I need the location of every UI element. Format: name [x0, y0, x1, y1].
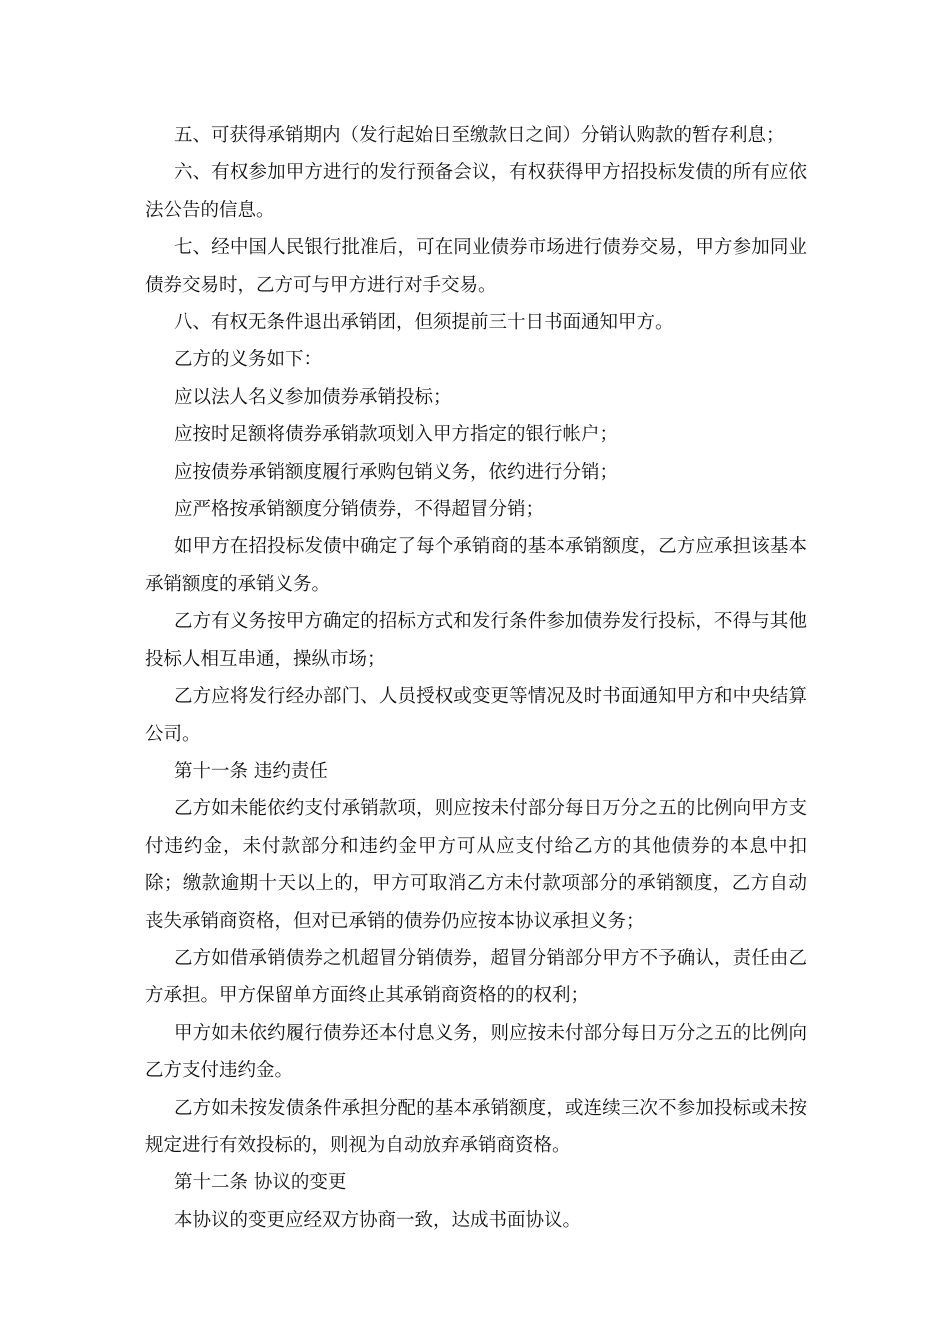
paragraph-withdrawal-right: 八、有权无条件退出承销团，但须提前三十日书面通知甲方。	[174, 312, 674, 334]
article-11-heading: 第十一条 违约责任	[174, 760, 328, 782]
paragraph-obligation-bidding: 乙方有义务按甲方确定的招标方式和发行条件参加债券发行投标，不得与其他投标人相互串通，操纵市场；	[145, 611, 807, 670]
paragraph-obligation-payment: 应按时足额将债券承销款项划入甲方指定的银行帐户；	[174, 424, 619, 446]
paragraph-obligation-underwriting: 应按债券承销额度履行承购包销义务，依约进行分销；	[174, 461, 619, 483]
paragraph-liability-forfeit-status: 乙方如未按发债条件承担分配的基本承销额度，或连续三次不参加投标或未按规定进行有效投标的，则视为自动放弃承销商资格。	[145, 1097, 807, 1156]
paragraph-meeting-right: 六、有权参加甲方进行的发行预备会议，有权获得甲方招投标发债的所有应依法公告的信息。	[145, 162, 807, 221]
paragraph-obligation-basic-quota: 如甲方在招投标发债中确定了每个承销商的基本承销额度，乙方应承担该基本承销额度的承销义务。	[145, 536, 807, 595]
paragraph-liability-party-a: 甲方如未依约履行债券还本付息义务，则应按未付部分每日万分之五的比例向乙方支付违约金。	[145, 1022, 807, 1082]
paragraph-obligations-heading: 乙方的义务如下：	[174, 349, 323, 371]
paragraph-interest-right: 五、可获得承销期内（发行起始日至缴款日之间）分销认购款的暂存利息；	[174, 125, 785, 146]
paragraph-liability-late-payment: 乙方如未能依约支付承销款项，则应按未付部分每日万分之五的比例向甲方支付违约金，未付款部分和违约金甲方可从应支付给乙方的其他债券的本息中扣除；缴款逾期十天以上的，甲方可取消乙方未付款项部分的承销额度，乙方自动丧失承销商资格，但对已承销的债券仍应按本协议承担义务；	[145, 798, 807, 932]
paragraph-obligation-notification: 乙方应将发行经办部门、人员授权或变更等情况及时书面通知甲方和中央结算公司。	[145, 686, 807, 745]
paragraph-agreement-amendment: 本协议的变更应经双方协商一致，达成书面协议。	[174, 1209, 582, 1231]
article-12-heading: 第十二条 协议的变更	[174, 1172, 347, 1194]
paragraph-obligation-legal-name: 应以法人名义参加债券承销投标；	[174, 386, 452, 408]
document-body	[145, 117, 807, 1239]
paragraph-trading-right: 七、经中国人民银行批准后，可在同业债券市场进行债券交易，甲方参加同业债券交易时，乙方可与甲方进行对手交易。	[145, 237, 807, 296]
paragraph-obligation-distribution: 应严格按承销额度分销债券，不得超冒分销；	[174, 499, 545, 521]
paragraph-liability-over-distribution: 乙方如借承销债券之机超冒分销债券，超冒分销部分甲方不予确认，责任由乙方承担。甲方保留单方面终止其承销商资格的的权利；	[145, 947, 807, 1007]
